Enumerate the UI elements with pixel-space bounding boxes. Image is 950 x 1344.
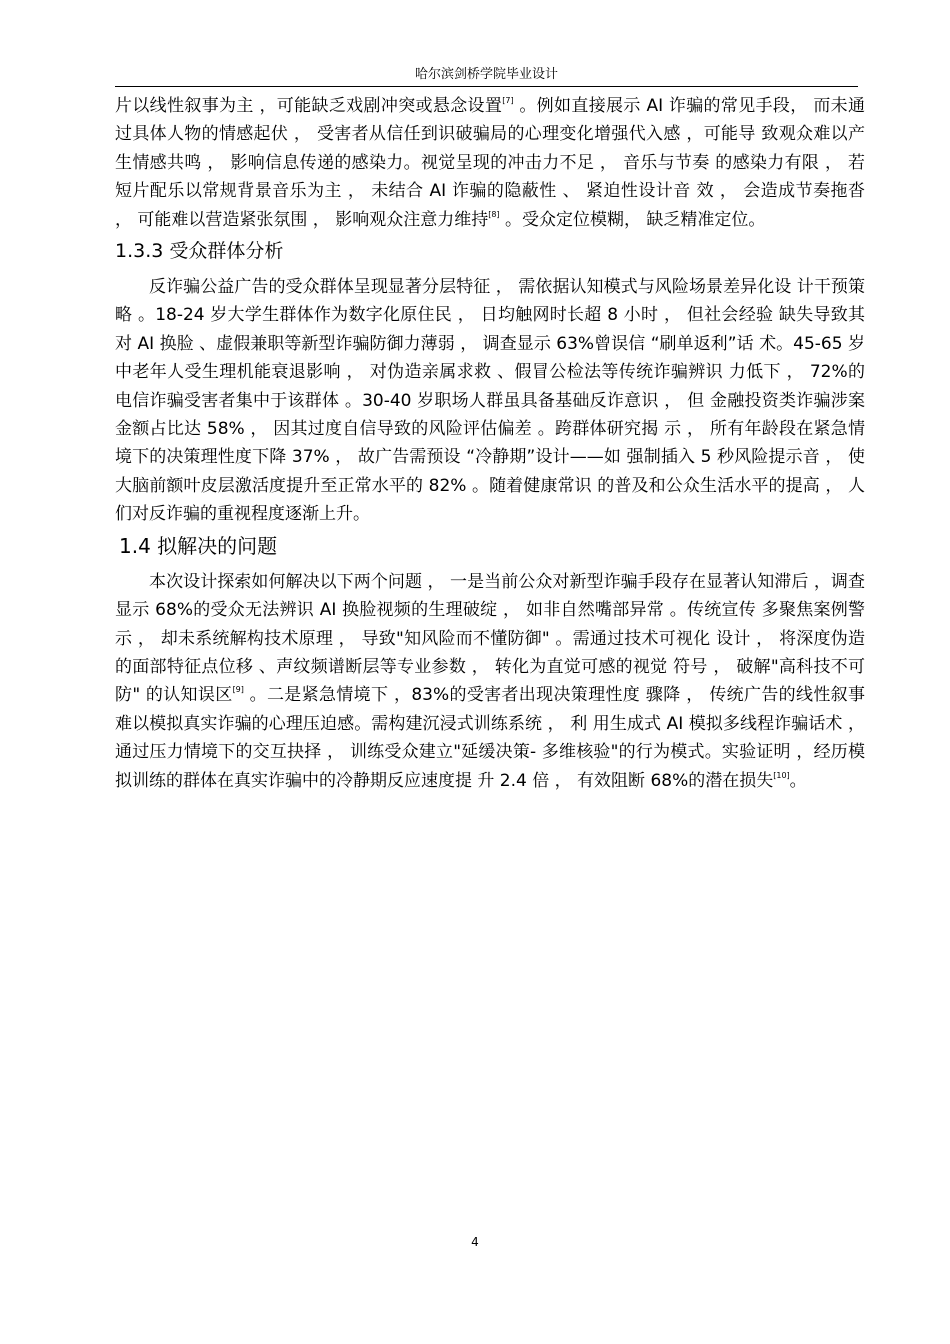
paragraph-continued xyxy=(115,92,865,234)
paragraph-text: 。 xyxy=(789,770,807,791)
citation-ref: [9] xyxy=(232,685,244,695)
header-rule xyxy=(115,86,858,87)
citation-ref: [8] xyxy=(488,209,500,219)
citation-ref: [10] xyxy=(773,770,790,780)
section-heading-1-4: 1.4 拟解决的问题 xyxy=(119,533,278,558)
paragraph-text: 片以线性叙事为主 ，可能缺乏戏剧冲突或悬念设置 xyxy=(115,96,503,116)
paragraph-text: 。受众定位模糊， 缺乏精准定位。 xyxy=(499,209,766,230)
paragraph-text: 反诈骗公益广告的受众群体呈现显著分层特征 ， 需依据认知模式与风险场景差异化设 计干预策略 。18-24 岁大学生群体作为数字化原住民 ， 日均触网时长超 8 小时 ， 但社会经验 缺失导致其对 AI 换脸 、虚假兼职等新型诈骗防御力薄弱 ， 调查显示 63%曾误信 “刷单返利”话 术。45-65 岁中老年人受生理机能衰退影响 ， 对伪造亲属求救 、假冒公检法等传统诈骗辨识 力低下 ， 72%的电信诈骗受害者集中于该群体 。30-40 岁职场人群虽具备基础反诈意识 ， 但 金融投资类诈骗涉案金额占比达 58% ， 因其过度自信导致的风险评估偏差 。跨群体研究揭 示 ， 所有年龄段在紧急情境下的决策理性度下降 37% ， 故广告需预设 “冷静期”设计——如 强制插入 5 秒风险提示音 ， 使大脑前额叶皮层激活度提升至正常水平的 82% 。随着健康常识 的普及和公众生活水平的提高 ， 人们对反诈骗的重视程度逐渐上升。 xyxy=(115,277,865,525)
paragraph-text: 。例如直接展示 AI 诈骗的常见手段， 而未通过具体人物的情感起伏 ， 受害者从信任到识破骗局的心理变化增强代入感 ，可能导 致观众难以产生情感共鸣 ， 影响信息传递的感染力。视觉呈现的冲击力不足 ， 音乐与节奏 的感染力有限 ， 若短片配乐以常规背景音乐为主 ， 未结合 AI 诈骗的隐蔽性 、 紧迫性设计音 效 ， 会造成节奏拖沓 ， 可能难以营造紧张氛围 ， 影响观众注意力维持 xyxy=(115,96,866,230)
page-number: 4 xyxy=(471,1235,479,1249)
section-heading-1-3-3: 1.3.3 受众群体分析 xyxy=(115,240,284,263)
citation-ref: [7] xyxy=(502,96,514,105)
paragraph-text: 本次设计探索如何解决以下两个问题 ， 一是当前公众对新型诈骗手段存在显著认知滞后 ，调查显示 68%的受众无法辨识 AI 换脸视频的生理破绽 ， 如非自然嘴部异常 。传统宣传 多聚焦案例警示 ， 却未系统解构技术原理 ， 导致"知风险而不懂防御" 。需通过技术可视化 设计 ， 将深度伪造的面部特征点位移 、声纹频谱断层等专业参数 ， 转化为直觉可感的视觉 符号 ， 破解"高科技不可防" 的认知误区 xyxy=(115,571,865,706)
paragraph-audience-analysis xyxy=(115,273,865,529)
paragraph-problems xyxy=(115,568,865,795)
paragraph-text: 。二是紧急情境下 ，83%的受害者出现决策理性度 骤降 ， 传统广告的线性叙事难以模拟真实诈骗的心理压迫感。需构建沉浸式训练系统 ， 利 用生成式 AI 模拟多线程诈骗话术 ， 通过压力情境下的交互抉择 ， 训练受众建立"延缓决策- 多维核验"的行为模式。实验证明 ，经历模拟训练的群体在真实诈骗中的冷静期反应速度提 升 2.4 倍 ， 有效阻断 68%的潜在损失 xyxy=(115,685,865,791)
document-body xyxy=(115,92,865,795)
page-header-title: 哈尔滨剑桥学院毕业设计 xyxy=(414,67,558,82)
